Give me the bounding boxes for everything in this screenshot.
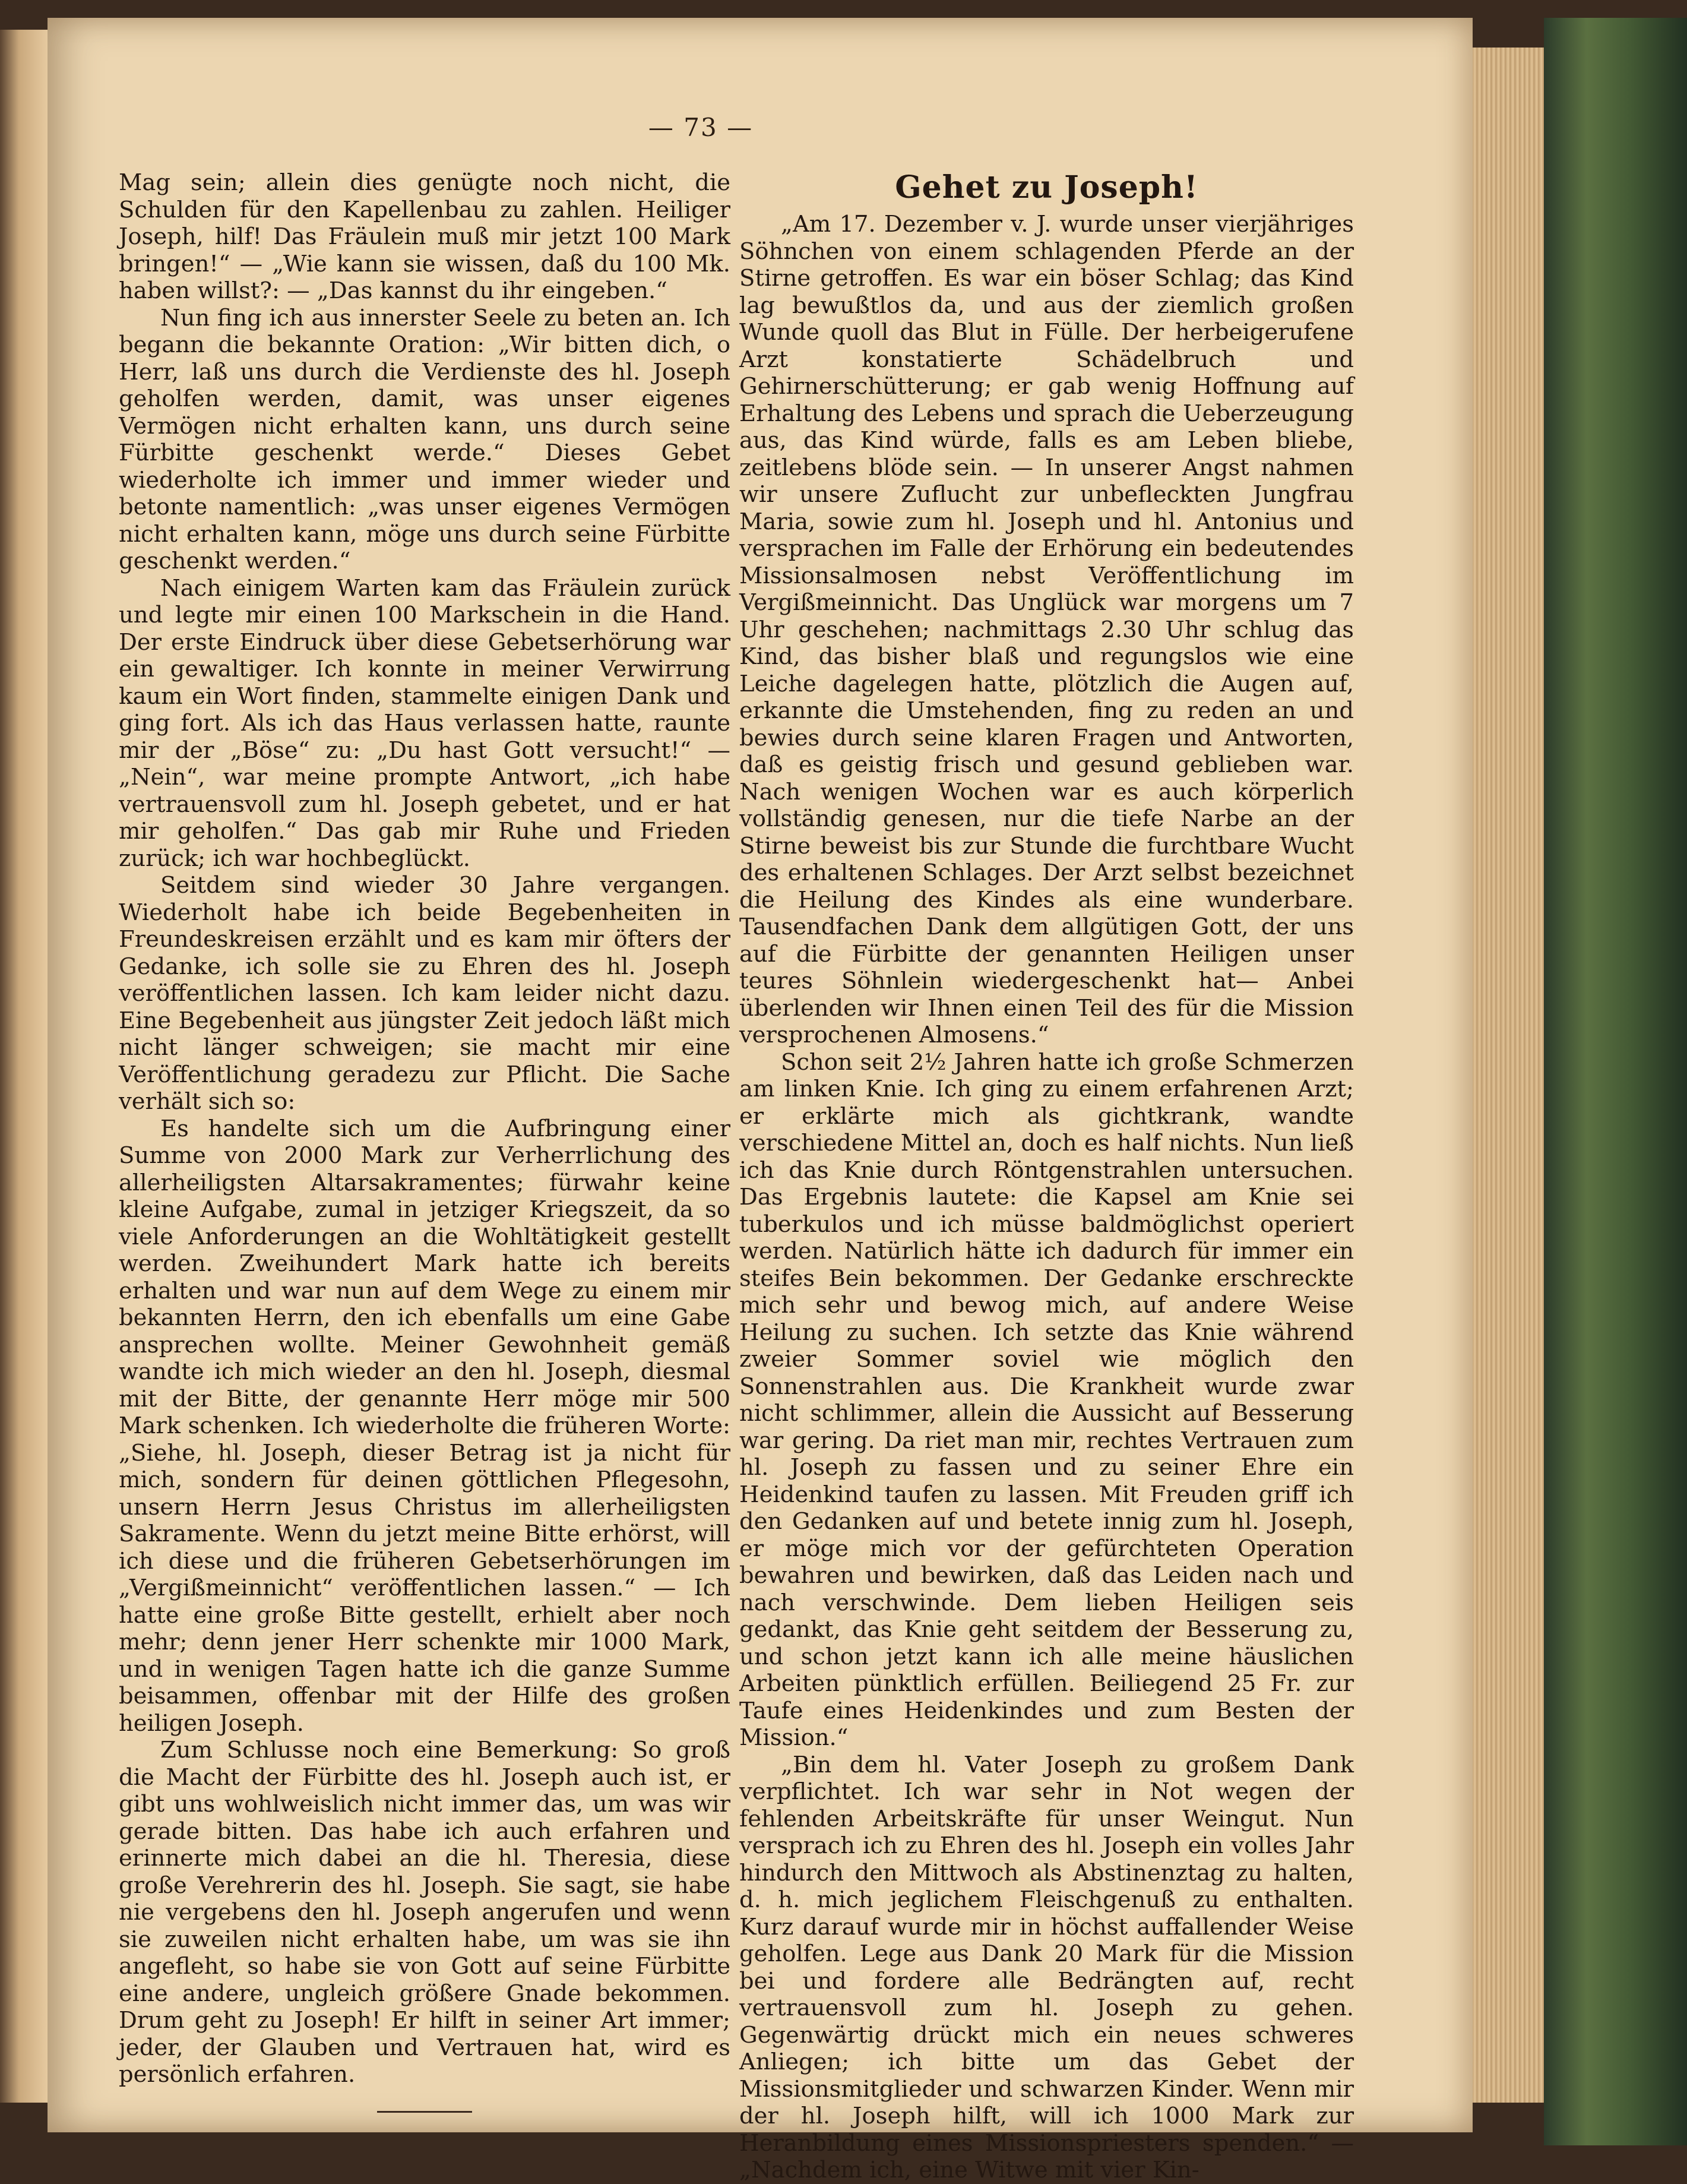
page-number: — 73 — (648, 113, 754, 142)
left-paragraph-4: Seitdem sind wieder 30 Jahre vergangen. Wiederholt habe ich beide Begebenheiten in Freundeskreisen erzählt und es kam mir öfters der Gedanke, ich solle sie zu Ehren des hl. Joseph veröffentlichen lassen. Ich kam leider nicht dazu. Eine Begebenheit aus jüngster Zeit jedoch läßt mich nicht länger schweigen; sie macht mir eine Veröffentlichung geradezu zur Pflicht. Die Sache verhält sich so: (119, 872, 730, 1115)
book-cover (1544, 18, 1687, 2145)
left-paragraph-3: Nach einigem Warten kam das Fräulein zurück und legte mir einen 100 Markschein in die Hand. Der erste Eindruck über diese Gebetserhörung war ein gewaltiger. Ich konnte in meiner Verwirrung kaum ein Wort finden, stammelte einigen Dank und ging fort. Als ich das Haus verlassen hatte, raunte mir der „Böse“ zu: „Du hast Gott versucht!“ — „Nein“, war meine prompte Antwort, „ich habe vertrauensvoll zum hl. Joseph gebetet, und er hat mir geholfen.“ Das gab mir Ruhe und Frieden zurück; ich war hochbeglückt. (119, 574, 730, 872)
section-end-rule (377, 2111, 472, 2113)
left-paragraph-2: Nun fing ich aus innerster Seele zu beten an. Ich begann die bekannte Oration: „Wir bitten dich, o Herr, laß uns durch die Verdienste des hl. Joseph geholfen werden, damit, was unser eigenes Vermögen nicht erhalten kann, uns durch seine Fürbitte geschenkt werde.“ Dieses Gebet wiederholte ich immer und immer wieder und betonte namentlich: „was unser eigenes Vermögen nicht erhalten kann, möge uns durch seine Fürbitte geschenkt werden.“ (119, 304, 730, 574)
right-paragraph-1: „Am 17. Dezember v. J. wurde unser vierjähriges Söhnchen von einem schlagenden Pferde an der Stirne getroffen. Es war ein böser Schlag; das Kind lag bewußtlos da, und aus der ziemlich großen Wunde quoll das Blut in Fülle. Der herbeigerufene Arzt konstatierte Schädelbruch und Gehirnerschütterung; er gab wenig Hoffnung auf Erhaltung des Lebens und sprach die Ueberzeugung aus, das Kind würde, falls es am Leben bliebe, zeitlebens blöde sein. — In unserer Angst nahmen wir unsere Zuflucht zur unbefleckten Jungfrau Maria, sowie zum hl. Joseph und hl. Antonius und versprachen im Falle der Erhörung ein bedeutendes Missionsalmosen nebst Veröffentlichung im Vergißmeinnicht. Das Unglück war morgens um 7 Uhr geschehen; nachmittags 2.30 Uhr schlug das Kind, das bisher blaß und regungslos wie eine Leiche dagelegen hatte, plötzlich die Augen auf, erkannte die Umstehenden, fing zu reden an und bewies durch seine klaren Fragen und Antworten, daß es geistig frisch und gesund geblieben war. Nach wenigen Wochen war es auch körperlich vollständig genesen, nur die tiefe Narbe an der Stirne beweist bis zur Stunde die furchtbare Wucht des erhaltenen Schlages. Der Arzt selbst bezeichnet die Heilung des Kindes als eine wunderbare. Tausendfachen Dank dem allgütigen Gott, der uns auf die Fürbitte der genannten Heiligen unser teures Söhnlein wiedergeschenkt hat— Anbei überlenden wir Ihnen einen Teil des für die Mission versprochenen Almosens.“ (739, 211, 1354, 1048)
article-title: Gehet zu Joseph! (895, 169, 1198, 206)
right-paragraph-2: Schon seit 2½ Jahren hatte ich große Schmerzen am linken Knie. Ich ging zu einem erfahrenen Arzt; er erklärte mich als gichtkrank, wandte verschiedene Mittel an, doch es half nichts. Nun ließ ich das Knie durch Röntgenstrahlen untersuchen. Das Ergebnis lautete: die Kapsel am Knie sei tuberkulos und ich müsse baldmöglichst operiert werden. Natürlich hätte ich dadurch für immer ein steifes Bein bekommen. Der Gedanke erschreckte mich sehr und bewog mich, auf andere Weise Heilung zu suchen. Ich setzte das Knie während zweier Sommer soviel wie möglich den Sonnenstrahlen aus. Die Krankheit wurde zwar nicht schlimmer, allein die Aussicht auf Besserung war gering. Da riet man mir, rechtes Vertrauen zum hl. Joseph zu fassen und zu seiner Ehre ein Heidenkind taufen zu lassen. Mit Freuden griff ich den Gedanken auf und betete innig zum hl. Joseph, er möge mich vor der gefürchteten Operation bewahren und bewirken, daß das Leiden nach und nach verschwinde. Dem lieben Heiligen seis gedankt, das Knie geht seitdem der Besserung zu, und schon jetzt kann ich alle meine häuslichen Arbeiten pünktlich erfüllen. Beiliegend 25 Fr. zur Taufe eines Heidenkindes und zum Besten der Mission.“ (739, 1048, 1354, 1751)
previous-page-edge (0, 30, 48, 2103)
right-paragraph-3: „Bin dem hl. Vater Joseph zu großem Dank verpflichtet. Ich war sehr in Not wegen der fehlenden Arbeitskräfte für unser Weingut. Nun versprach ich zu Ehren des hl. Joseph ein volles Jahr hindurch den Mittwoch als Abstinenztag zu halten, d. h. mich jeglichem Fleischgenuß zu enthalten. Kurz darauf wurde mir in höchst auffallender Weise geholfen. Lege aus Dank 20 Mark für die Mission bei und fordere alle Bedrängten auf, recht vertrauensvoll zum hl. Joseph zu gehen. Gegenwärtig drückt mich ein neues schweres Anliegen; ich bitte um das Gebet der Missionsmitglieder und schwarzen Kinder. Wenn mir der hl. Joseph hilft, will ich 1000 Mark zur Heranbildung eines Missionspriesters spenden.“ — „Nachdem ich, eine Witwe mit vier Kin- (739, 1751, 1354, 2183)
page-edges (1473, 48, 1544, 2103)
left-column (119, 169, 730, 2113)
left-paragraph-1: Mag sein; allein dies genügte noch nicht, die Schulden für den Kapellenbau zu zahlen. Heiliger Joseph, hilf! Das Fräulein muß mir jetzt 100 Mark bringen!“ — „Wie kann sie wissen, daß du 100 Mk. haben willst?: — „Das kannst du ihr eingeben.“ (119, 169, 730, 304)
right-column (739, 169, 1354, 2184)
left-paragraph-6: Zum Schlusse noch eine Bemerkung: So groß die Macht der Fürbitte des hl. Joseph auch ist, er gibt uns wohlweislich nicht immer das, um was wir gerade bitten. Das habe ich auch erfahren und erinnerte mich dabei an die hl. Theresia, diese große Verehrerin des hl. Joseph. Sie sagt, sie habe nie vergebens den hl. Joseph angerufen und wenn sie zuweilen nicht erhalten habe, um was sie ihn angefleht, so habe sie von Gott auf seine Fürbitte eine andere, ungleich größere Gnade bekommen. Drum geht zu Joseph! Er hilft in seiner Art immer; jeder, der Glauben und Vertrauen hat, wird es persönlich erfahren. (119, 1737, 730, 2088)
left-paragraph-5: Es handelte sich um die Aufbringung einer Summe von 2000 Mark zur Verherrlichung des allerheiligsten Altarsakramentes; fürwahr keine kleine Aufgabe, zumal in jetziger Kriegszeit, da so viele Anforderungen an die Wohltätigkeit gestellt werden. Zweihundert Mark hatte ich bereits erhalten und war nun auf dem Wege zu einem mir bekannten Herrn, den ich ebenfalls um eine Gabe ansprechen wollte. Meiner Gewohnheit gemäß wandte ich mich wieder an den hl. Joseph, diesmal mit der Bitte, der genannte Herr möge mir 500 Mark schenken. Ich wiederholte die früheren Worte: „Siehe, hl. Joseph, dieser Betrag ist ja nicht für mich, sondern für deinen göttlichen Pflegesohn, unsern Herrn Jesus Christus im allerheiligsten Sakramente. Wenn du jetzt meine Bitte erhörst, will ich diese und die früheren Gebetserhörungen im „Vergißmeinnicht“ veröffentlichen lassen.“ — Ich hatte eine große Bitte gestellt, erhielt aber noch mehr; denn jener Herr schenkte mir 1000 Mark, und in wenigen Tagen hatte ich die ganze Summe beisammen, offenbar mit der Hilfe des großen heiligen Joseph. (119, 1115, 730, 1737)
